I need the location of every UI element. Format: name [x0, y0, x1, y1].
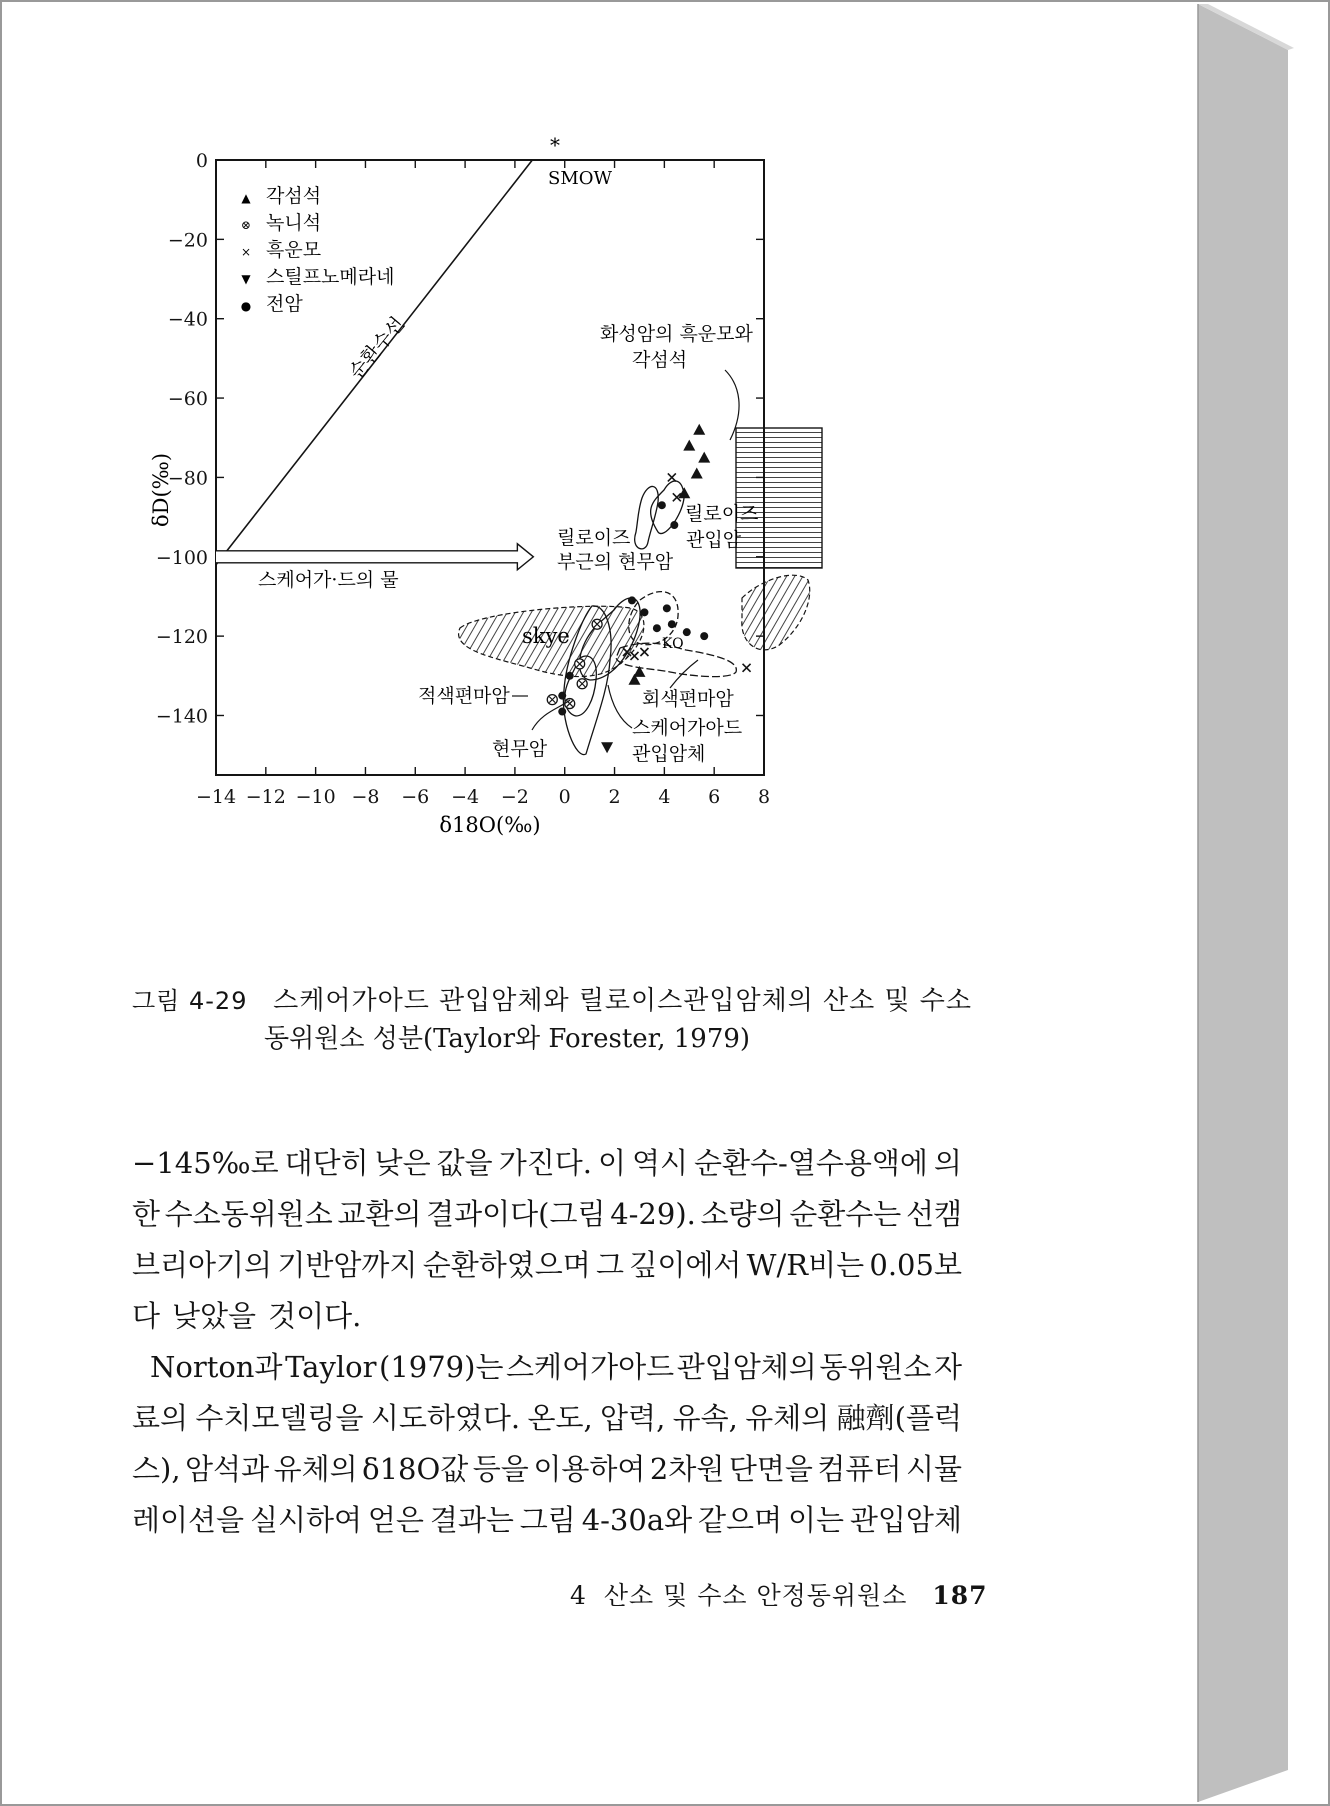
x-tick-label: 0 [558, 786, 571, 808]
skaergaard-intrusion-pointer [608, 685, 632, 728]
body-word: 결과는 [429, 1503, 514, 1537]
point-amphibole [683, 440, 695, 451]
body-word: 4-29). [610, 1197, 696, 1231]
point-whole-rock [640, 608, 648, 616]
skye-label: skye [522, 624, 570, 648]
body-word: 다 [132, 1299, 161, 1333]
caption-label: 그림 4-29 [132, 987, 248, 1015]
body-word: 컴퓨터 [817, 1452, 902, 1486]
igneous-label-2: 각섬석 [632, 349, 688, 371]
igneous-label-1: 화성암의 흑운모와 [600, 323, 753, 345]
caption-word: 및 [884, 986, 911, 1016]
isotope-chart [149, 133, 910, 980]
caption-word: 산소 [823, 986, 876, 1016]
legend-label: 각섬석 [266, 185, 322, 207]
y-tick-label: −80 [167, 467, 208, 490]
footer-title: 산소 및 수소 안정동위원소 [603, 1581, 908, 1610]
body-line [132, 1342, 962, 1393]
point-biotite [743, 664, 751, 672]
body-word: 결과이다(그림 [426, 1197, 606, 1231]
body-word: 낮은 [374, 1146, 431, 1180]
body-word: 브리아기의 [132, 1248, 273, 1282]
lilloise-basalt-label-2: 부근의 현무암 [557, 551, 674, 573]
x-tick-label: 4 [658, 786, 671, 808]
meteoric-line-label: 순환수선 [344, 312, 410, 384]
body-word: 가진다. [498, 1146, 592, 1180]
body-line [132, 1240, 962, 1291]
legend-item [241, 292, 304, 315]
skaergaard-water-label: 스케어가·드의 물 [258, 569, 399, 591]
body-word: 소량의 [700, 1197, 785, 1231]
body-word: (1979)는 [379, 1350, 504, 1384]
body-word: 2차원 [649, 1452, 725, 1486]
body-word: 온도, [527, 1401, 593, 1435]
point-amphibole [691, 467, 703, 478]
triangle-up-icon: ▲ [241, 191, 251, 205]
body-word: 시뮬 [905, 1452, 962, 1486]
ko-label: KO [662, 636, 684, 652]
point-whole-rock [668, 620, 676, 628]
y-tick-label: −40 [167, 308, 208, 331]
body-word: 선캠 [905, 1197, 962, 1231]
legend-label: 녹니석 [266, 212, 322, 234]
caption-word: 스케어가아드 [273, 986, 430, 1016]
body-word: 자 [933, 1350, 962, 1384]
point-chlorite [577, 679, 587, 689]
body-word: 등을 [472, 1452, 529, 1486]
point-amphibole [678, 487, 690, 498]
body-word: 관입암체 [849, 1503, 962, 1537]
caption-line-1 [132, 982, 972, 1020]
caption-word: 수소 [919, 986, 972, 1016]
body-word: 한 [132, 1197, 161, 1231]
point-amphibole [633, 666, 645, 677]
body-word: 압력, [600, 1401, 666, 1435]
body-word: −145‰로 [132, 1146, 279, 1180]
body-word: 교환의 [337, 1197, 422, 1231]
y-tick-label: −60 [167, 388, 208, 411]
body-word: 4-30a와 [581, 1503, 693, 1537]
x-tick-label: 6 [708, 786, 721, 808]
page-footer [570, 1576, 988, 1612]
body-line [132, 1495, 962, 1546]
body-word: 스), [132, 1452, 181, 1486]
body-word: 유체의 [745, 1401, 830, 1435]
point-biotite [630, 652, 638, 660]
body-word: 얻은 [367, 1503, 424, 1537]
body-word: 시도하였다. [370, 1401, 521, 1435]
y-tick-label: −140 [155, 705, 208, 728]
point-whole-rock [566, 672, 574, 680]
body-word: 이는 [787, 1503, 845, 1537]
body-word: Norton과 [150, 1350, 283, 1384]
body-word: 레이션을 [132, 1503, 245, 1537]
x-tick-label: 2 [608, 786, 621, 808]
body-line [132, 1291, 962, 1342]
body-word: δ18O값 [362, 1452, 469, 1486]
body-word: 유속, [672, 1401, 738, 1435]
body-word: 단면을 [728, 1452, 813, 1486]
circled-x-icon: ⊗ [240, 218, 252, 232]
legend-item [241, 266, 394, 288]
caption-word: 관입암체와 [439, 986, 570, 1016]
legend-label: 스틸프노메라네 [266, 266, 395, 288]
point-stilpnomelane [601, 742, 613, 753]
caption-line-2: 동위원소 성분(Taylor와 Forester, 1979) [264, 1024, 751, 1054]
page-number: 187 [932, 1581, 988, 1610]
body-word: 유체의 [273, 1452, 358, 1486]
body-word: 스케어가아드 [506, 1350, 675, 1384]
skaergaard-intrusion-label-1: 스케어가아드 [632, 717, 743, 739]
legend-item [241, 185, 321, 207]
point-biotite [640, 648, 648, 656]
figure-caption [132, 982, 972, 1058]
dot-icon: ● [240, 299, 252, 313]
body-word: 역시 [631, 1146, 688, 1180]
x-tick-label: −10 [295, 786, 336, 808]
triangle-down-icon: ▼ [241, 272, 251, 286]
basalt-label: 현무암 [492, 738, 548, 760]
point-amphibole [698, 452, 710, 463]
point-whole-rock [558, 708, 566, 716]
x-mark-icon: × [240, 245, 252, 259]
y-axis-label: δD(‰) [149, 452, 173, 528]
x-tick-label: −2 [500, 786, 529, 808]
point-whole-rock [683, 628, 691, 636]
skaergaard-water-arrow [216, 544, 533, 570]
body-word: 암석과 [185, 1452, 270, 1486]
body-word: 료의 [132, 1401, 189, 1435]
lilloise-intrusion-label-1: 릴로이즈 [685, 503, 759, 525]
x-axis-label: δ18O(‰) [439, 813, 541, 837]
annotations [258, 133, 758, 765]
x-tick-label: −12 [245, 786, 286, 808]
body-word: 동위원소 [819, 1350, 932, 1384]
point-amphibole [693, 424, 705, 435]
smow-star-icon: * [550, 133, 560, 157]
y-tick-label: 0 [195, 150, 208, 172]
legend-label: 전암 [266, 293, 303, 315]
body-word: 0.05보 [869, 1248, 962, 1282]
caption-word: 릴로이스관입암체의 [578, 986, 814, 1016]
body-word: 수치모델링을 [195, 1401, 364, 1435]
body-word: 관입암체의 [676, 1350, 817, 1384]
x-tick-label: −6 [401, 786, 430, 808]
body-word: 순환수는 [789, 1197, 902, 1231]
lilloise-basalt-label-1: 릴로이즈 [557, 527, 631, 549]
lilloise-intrusion-label-2: 관입암 [686, 529, 742, 551]
body-word: 값을 [436, 1146, 493, 1180]
point-biotite [668, 473, 676, 481]
body-word: Taylor [285, 1350, 377, 1384]
point-whole-rock [558, 692, 566, 700]
skaergaard-intrusion-label-2: 관입암체 [632, 743, 706, 765]
y-tick-label: −100 [155, 546, 208, 569]
y-tick-label: −20 [167, 229, 208, 252]
legend-item [241, 238, 321, 261]
x-tick-label: −8 [351, 786, 380, 808]
point-whole-rock [670, 521, 678, 529]
body-word: 순환수-열수용액에 [694, 1146, 928, 1180]
body-word: 融劑(플럭 [836, 1401, 962, 1435]
body-word: 것이다. [268, 1299, 362, 1333]
body-word: 이 [597, 1146, 626, 1180]
point-chlorite [547, 695, 557, 705]
body-word: 그림 [519, 1503, 576, 1537]
red-schist-label: 적색편마암 [418, 685, 510, 707]
body-word: W/R비는 [746, 1248, 865, 1282]
legend-item [241, 212, 321, 234]
body-word: 기반암까지 [277, 1248, 418, 1282]
body-word: 대단히 [284, 1146, 369, 1180]
x-tick-label: 8 [757, 786, 771, 808]
point-whole-rock [628, 596, 636, 604]
body-word: 의 [933, 1146, 962, 1180]
point-whole-rock [663, 604, 671, 612]
x-tick-label: −14 [195, 786, 237, 808]
point-chlorite [592, 619, 602, 629]
body-word: 깊이에서 [629, 1248, 742, 1282]
body-word: 순환하였으며 [422, 1248, 591, 1282]
body-text [132, 1138, 962, 1546]
footer-chapter: 4 [570, 1581, 587, 1610]
grey-schist-label: 회색편마암 [642, 688, 734, 710]
legend-label: 흑운모 [266, 239, 322, 261]
body-word: 같으며 [698, 1503, 783, 1537]
body-line [132, 1393, 962, 1444]
point-whole-rock [658, 501, 666, 509]
legend [241, 185, 395, 315]
y-tick-label: −120 [155, 626, 208, 649]
x-tick-label: −4 [451, 786, 480, 808]
body-line [132, 1138, 962, 1189]
smow-label: SMOW [547, 168, 613, 189]
body-word: 수소동위원소 [164, 1197, 333, 1231]
water-arrow-shape [216, 544, 533, 570]
body-line [132, 1444, 962, 1495]
point-whole-rock [700, 632, 708, 640]
body-word: 낮았을 [172, 1299, 257, 1333]
body-word: 이용하여 [533, 1452, 646, 1486]
body-word: 실시하여 [249, 1503, 363, 1537]
body-line [132, 1189, 962, 1240]
body-word: 그 [596, 1248, 625, 1282]
point-chlorite [575, 659, 585, 669]
point-whole-rock [653, 624, 661, 632]
